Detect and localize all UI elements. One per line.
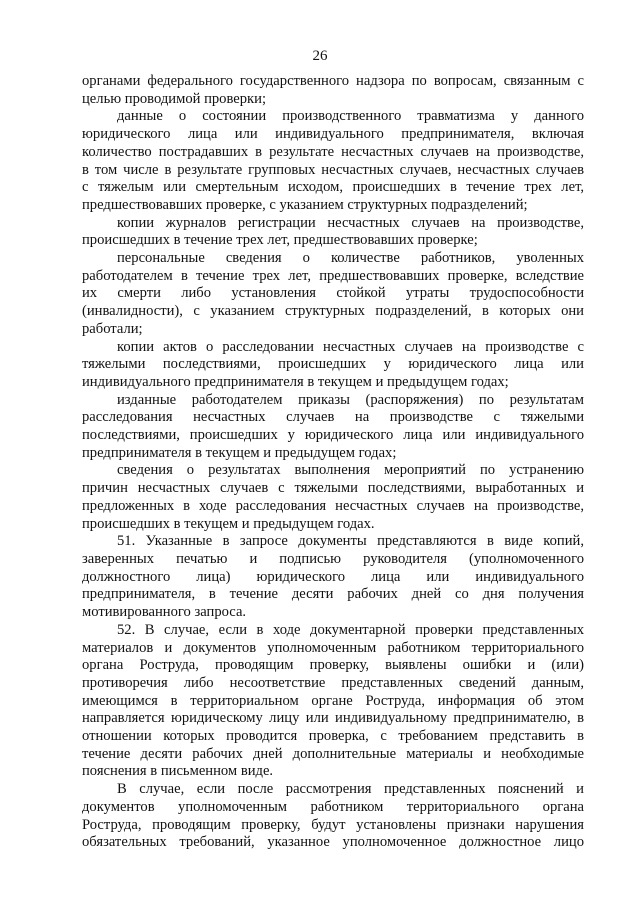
paragraph [82,250,584,339]
text-line: тяжелыми последствиями, происшедших у юридического лица или [82,356,584,373]
text-line: работодателем в течение трех лет, предшествовавших проверке, вследствие [82,267,584,284]
text-line: персональные сведения о количестве работников, уволенных [117,250,584,267]
text-line: целью проводимой проверки; [82,90,267,107]
paragraph [82,622,584,781]
paragraph [82,392,584,463]
text-line: предшествовавших проверке, с указанием структурных подразделений; [82,196,528,213]
document-body [82,73,584,852]
text-line: предпринимателя в текущем и предыдущем годах; [82,444,397,461]
text-line: предпринимателя, в течение десяти рабочих дней со дня получения [82,586,584,603]
text-line: обязательных требований, указанное уполномоченное должностное лицо [82,834,584,851]
paragraph [82,781,584,852]
text-line: заверенных печатью и подписью руководителя (уполномоченного [82,550,584,567]
text-line: органами федерального государственного надзора по вопросам, связанным с [82,73,584,89]
text-line: расследования несчастных случаев на производстве с тяжелыми [82,409,584,426]
text-line: копии журналов регистрации несчастных случаев на производстве, [117,214,584,231]
paragraph [82,215,584,250]
text-line: мотивированного запроса. [82,604,247,621]
text-line: сведения о результатах выполнения мероприятий по устранению [117,462,584,479]
text-line: 51. Указанные в запросе документы представляются в виде копий, [117,533,584,550]
paragraph [82,533,584,622]
text-line: имеющимся в территориальном органе Роструда, информация об этом [82,692,584,709]
text-line: предложенных в ходе расследования несчастных случаев на производстве, [82,497,584,514]
text-line: документов уполномоченным работником территориального органа [82,798,584,815]
text-line: последствиями, происшедших у юридического лица или индивидуального [82,427,584,444]
text-line: копии актов о расследовании несчастных случаев на производстве с [117,338,584,355]
text-line: происшедших в текущем и предыдущем годах. [82,515,375,532]
text-line: противоречия либо несоответствие представленных сведений данным, [82,674,584,691]
text-line: отношении которых проводится проверка, с требованием представить в [82,728,584,745]
text-line: Роструда, проводящим проверку, будут установлены признаки нарушения [82,816,584,833]
paragraph [82,108,584,214]
text-line: происшедших в течение трех лет, предшествовавших проверке; [82,232,478,249]
paragraph [82,339,584,392]
text-line: изданные работодателем приказы (распоряжения) по результатам [117,391,584,408]
text-line: пояснения в письменном виде. [82,763,274,780]
text-line: данные о состоянии производственного травматизма у данного [117,108,584,125]
text-line: 52. В случае, если в ходе документарной проверки представленных [117,621,584,638]
text-line: должностного лица) юридического лица или индивидуального [82,568,584,585]
text-line: количество пострадавших в результате несчастных случаев на производстве, [82,143,584,160]
text-line: течение десяти рабочих дней дополнительные материалы и необходимые [82,745,584,762]
text-line: юридического лица или индивидуального предпринимателя, включая [82,126,584,143]
text-line: материалов и документов уполномоченным работником территориального [82,639,584,656]
text-line: В случае, если после рассмотрения представленных пояснений и [117,781,584,798]
text-line: работали; [82,320,143,337]
text-line: направляется юридическому лицу или индивидуальному предпринимателю, в [82,710,584,727]
text-line: их смерти либо установления стойкой утраты трудоспособности [82,285,584,302]
text-line: в том числе в результате групповых несчастных случаев, несчастных случаев [82,161,584,178]
text-line: с тяжелым или смертельным исходом, происшедших в течение трех лет, [82,179,584,196]
paragraph [82,462,584,533]
text-line: индивидуального предпринимателя в текущем и предыдущем годах; [82,373,509,390]
text-line: (инвалидности), с указанием структурных подразделений, в которых они [82,303,584,320]
text-line: причин несчастных случаев с тяжелыми последствиями, выработанных и [82,480,584,497]
page-number: 26 [312,48,328,64]
text-line: органа Роструда, проводящим проверку, выявлены ошибки и (или) [82,657,584,674]
paragraph [82,73,584,108]
